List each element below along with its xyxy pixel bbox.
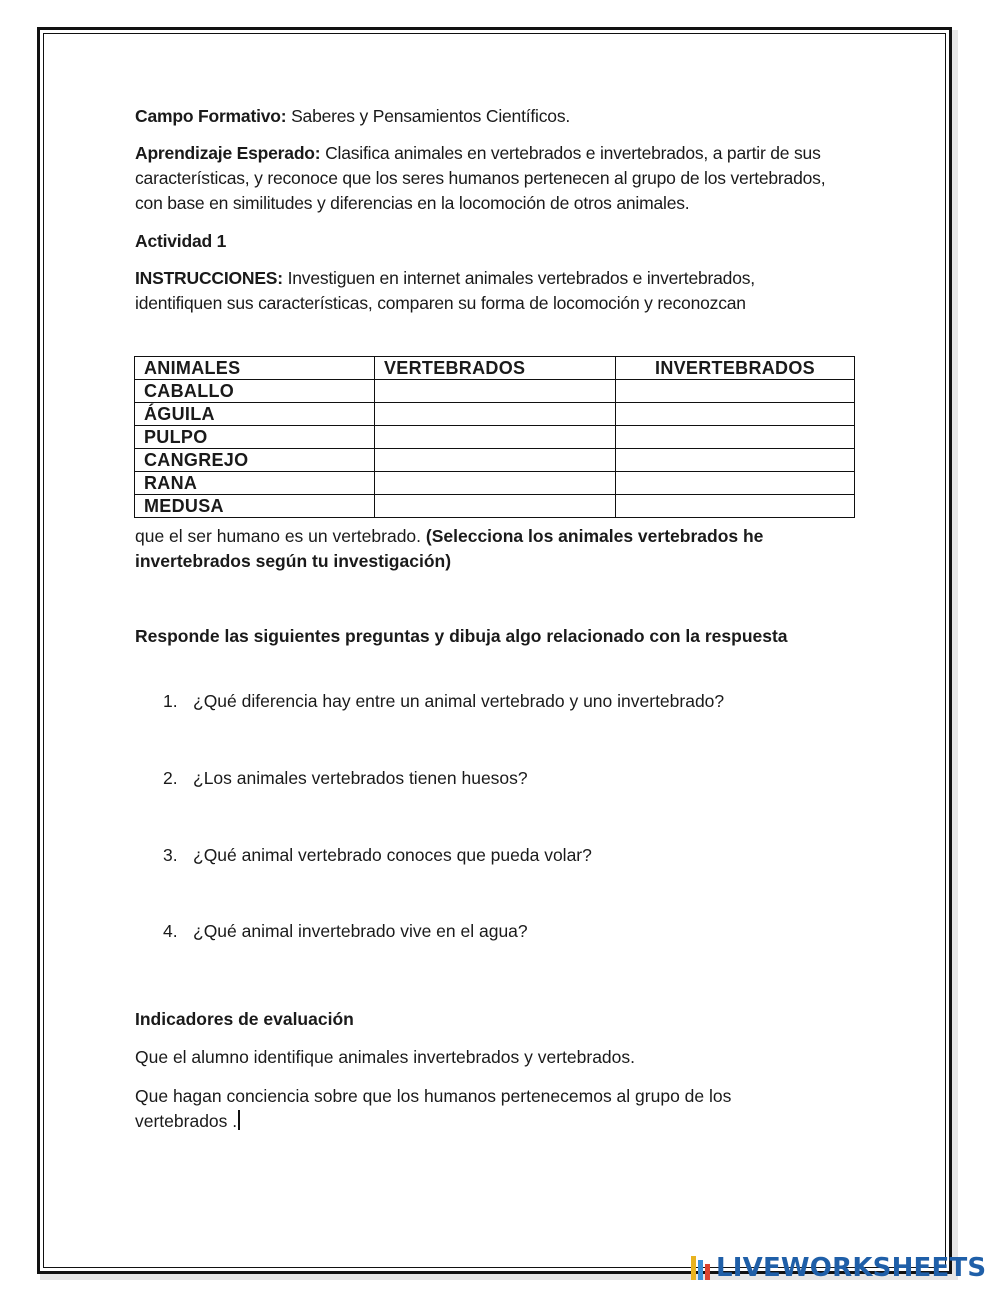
vertebrado-answer-cell[interactable]: [375, 426, 616, 449]
question-number: 1.: [163, 691, 178, 711]
instructions-label: INSTRUCCIONES:: [135, 268, 283, 288]
classification-table: [134, 356, 855, 518]
text-cursor: [238, 1110, 240, 1130]
question-text: ¿Qué animal invertebrado vive en el agua?: [193, 921, 528, 941]
animal-name: CABALLO: [135, 380, 375, 403]
question-text: ¿Los animales vertebrados tienen huesos?: [193, 768, 528, 788]
header-animales: ANIMALES: [135, 357, 375, 380]
question-number: 2.: [163, 768, 178, 788]
aprendizaje-text: Clasifica animales en vertebrados e invertebrados, a partir de sus características, y reconoce que los seres humanos pertenecen al grupo de los vertebrados, con base en similitudes y diferencias en la locomoción de otros animales.: [135, 143, 826, 213]
table-row: [135, 495, 855, 518]
liveworksheets-logo-icon: [690, 1254, 712, 1282]
header-vertebrados: VERTEBRADOS: [375, 357, 616, 380]
questions-title: Responde las siguientes preguntas y dibuja algo relacionado con la respuesta: [135, 626, 788, 646]
question-item: [163, 843, 592, 868]
table-row: [135, 403, 855, 426]
invertebrado-answer-cell[interactable]: [616, 472, 855, 495]
aprendizaje-label: Aprendizaje Esperado:: [135, 143, 321, 163]
invertebrado-answer-cell[interactable]: [616, 495, 855, 518]
animal-name: ÁGUILA: [135, 403, 375, 426]
table-row: [135, 449, 855, 472]
question-text: ¿Qué diferencia hay entre un animal vertebrado y uno invertebrado?: [193, 691, 725, 711]
selection-instruction: (Selecciona los animales vertebrados he invertebrados según tu investigación): [135, 526, 764, 571]
continuation-text: que el ser humano es un vertebrado.: [135, 526, 426, 546]
animal-name: PULPO: [135, 426, 375, 449]
indicators-title: Indicadores de evaluación: [135, 1009, 354, 1029]
activity-title: [135, 229, 845, 254]
animal-name: CANGREJO: [135, 449, 375, 472]
aprendizaje-esperado: [135, 141, 845, 216]
question-item: [163, 766, 528, 791]
activity-title-text: Actividad 1: [135, 231, 227, 251]
invertebrado-answer-cell[interactable]: [616, 449, 855, 472]
indicator-line-2-text: Que hagan conciencia sobre que los humanos pertenecemos al grupo de los vertebrados .: [135, 1086, 732, 1131]
vertebrado-answer-cell[interactable]: [375, 403, 616, 426]
table-row: [135, 380, 855, 403]
table-row: [135, 472, 855, 495]
instructions: [135, 266, 845, 316]
header-invertebrados: INVERTEBRADOS: [616, 357, 855, 380]
campo-label: Campo Formativo:: [135, 106, 287, 126]
page-shadow-right: [952, 30, 958, 1276]
question-number: 4.: [163, 921, 178, 941]
question-text: ¿Qué animal vertebrado conoces que pueda volar?: [193, 845, 592, 865]
instructions-continuation: [135, 524, 855, 574]
vertebrado-answer-cell[interactable]: [375, 472, 616, 495]
indicator-line-2: [135, 1084, 825, 1134]
campo-text: Saberes y Pensamientos Científicos.: [286, 106, 571, 126]
table-row: [135, 426, 855, 449]
vertebrado-answer-cell[interactable]: [375, 495, 616, 518]
table-header-row: [135, 357, 855, 380]
animal-name: MEDUSA: [135, 495, 375, 518]
invertebrado-answer-cell[interactable]: [616, 426, 855, 449]
brand-name: LIVEWORKSHEETS: [716, 1253, 987, 1283]
liveworksheets-brand: [690, 1252, 986, 1284]
question-number: 3.: [163, 845, 178, 865]
instructions-text: Investiguen en internet animales vertebrados e invertebrados, identifiquen sus características, comparen su forma de locomoción y reconozcan: [135, 268, 755, 313]
animal-name: RANA: [135, 472, 375, 495]
invertebrado-answer-cell[interactable]: [616, 380, 855, 403]
campo-formativo: [135, 104, 845, 129]
question-item: [163, 689, 724, 714]
invertebrado-answer-cell[interactable]: [616, 403, 855, 426]
indicator-line-1: Que el alumno identifique animales invertebrados y vertebrados.: [135, 1047, 636, 1067]
vertebrado-answer-cell[interactable]: [375, 380, 616, 403]
worksheet-intro: [135, 104, 845, 316]
vertebrado-answer-cell[interactable]: [375, 449, 616, 472]
question-item: [163, 919, 528, 944]
